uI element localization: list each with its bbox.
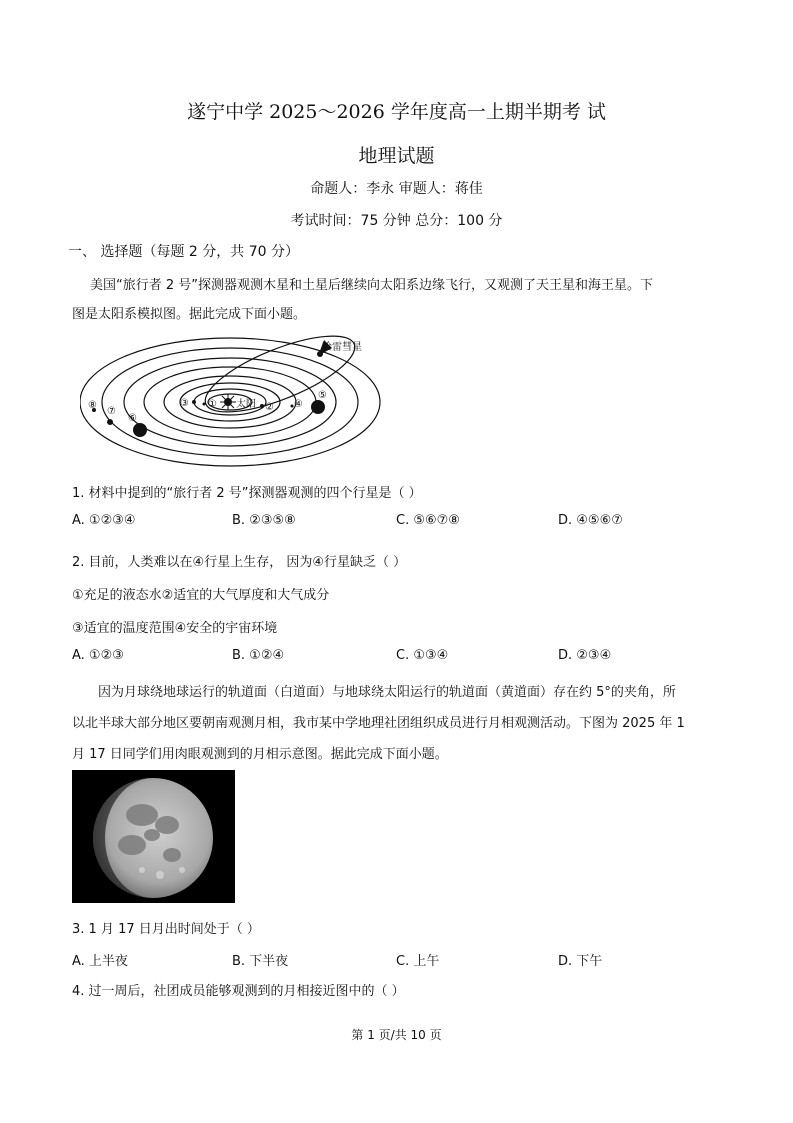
planet-6-label: ⑥ [128,413,137,424]
question-3-option-b[interactable]: B. 下半夜 [232,954,289,969]
question-2-stem: 2. 目前，人类难以在④行星上生存， 因为④行星缺乏（ ） [72,555,407,570]
comet-label: 哈雷彗星 [322,342,362,353]
planet-1-label: ① [208,399,217,410]
section-heading: 一、 选择题（每题 2 分，共 70 分） [68,244,299,260]
question-2-option-d[interactable]: D. ②③④ [558,648,612,663]
planet-2-label: ② [265,402,274,413]
material2-line2: 以北半球大部分地区要朝南观测月相，我市某中学地理社团组织成员进行月相观测活动。下图为 2025 年 1 [72,716,685,731]
planet-7-label: ⑦ [107,406,116,417]
question-1-option-a[interactable]: A. ①②③④ [72,513,136,528]
question-1-option-c[interactable]: C. ⑤⑥⑦⑧ [396,513,460,528]
planet-4-label: ④ [294,399,303,410]
planet-6-dot [133,423,147,437]
authors-line: 命题人：李永 审题人：蒋佳 [310,181,483,197]
planet-3-dot [192,400,196,404]
planet-2-dot [260,404,264,408]
material2-line3: 月 17 日同学们用肉眼观测到的月相示意图。据此完成下面小题。 [72,747,448,762]
question-3-option-d[interactable]: D. 下午 [558,954,603,969]
planet-5-dot [311,400,325,414]
material2-line1: 因为月球绕地球运行的轨道面（白道面）与地球绕太阳运行的轨道面（黄道面）存在约 5°的夹角，所 [98,685,676,700]
moon-phase-image [72,770,235,903]
exam-title: 遂宁中学 2025～2026 学年度高一上期半期考 试 [187,101,606,123]
question-4-stem: 4. 过一周后，社团成员能够观测到的月相接近图中的（ ） [72,984,405,999]
planet-3-label: ③ [180,398,189,409]
material1-line2: 图是太阳系模拟图。据此完成下面小题。 [72,307,307,322]
planet-7-dot [107,419,113,425]
question-2-option-b[interactable]: B. ①②④ [232,648,285,663]
question-2-option-a[interactable]: A. ①②③ [72,648,124,663]
question-3-option-c[interactable]: C. 上午 [396,954,440,969]
material1-line1: 美国“旅行者 2 号”探测器观测木星和土星后继续向太阳系边缘飞行，又观测了天王星和海王星。下 [90,278,654,293]
question-3-stem: 3. 1 月 17 日月出时间处于（ ） [72,922,260,937]
question-2-option-c[interactable]: C. ①③④ [396,648,449,663]
sun-icon [220,394,236,410]
solar-system-diagram [80,330,390,470]
planet-1-dot [203,403,206,406]
exam-subtitle: 地理试题 [358,145,435,167]
planet-5-label: ⑤ [318,390,327,401]
question-1-option-d[interactable]: D. ④⑤⑥⑦ [558,513,623,528]
question-1-option-b[interactable]: B. ②③⑤⑧ [232,513,296,528]
sun-label: 太阳 [236,399,256,410]
question-1-stem: 1. 材料中提到的“旅行者 2 号”探测器观测的四个行星是（ ） [72,486,422,501]
question-3-option-a[interactable]: A. 上半夜 [72,954,128,969]
planet-8-label: ⑧ [88,400,97,411]
exam-info-line: 考试时间：75 分钟 总分：100 分 [290,213,503,229]
question-2-item-line1: ①充足的液态水②适宜的大气厚度和大气成分 [72,588,330,603]
moon-icon [72,770,235,903]
question-2-item-line2: ③适宜的温度范围④安全的宇宙环境 [72,621,278,636]
page-footer: 第 1 页/共 10 页 [351,1028,442,1042]
